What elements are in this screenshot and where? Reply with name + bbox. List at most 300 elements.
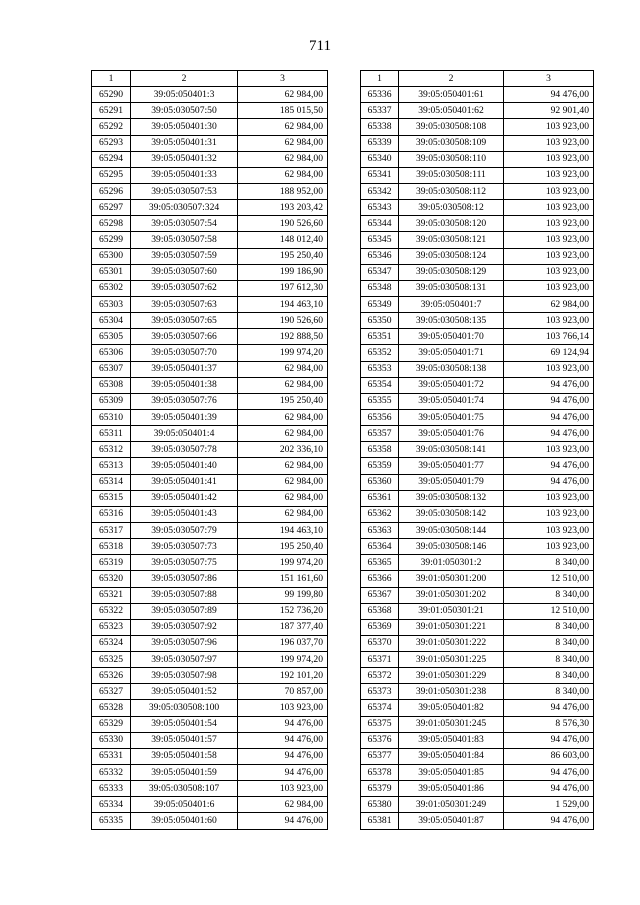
cell-value: 185 015,50 [238, 103, 328, 119]
table-row [92, 506, 328, 522]
table-row [92, 329, 328, 345]
cell-number: 65347 [361, 264, 399, 280]
cell-value: 103 923,00 [504, 167, 594, 183]
cell-number: 65317 [92, 522, 131, 538]
cell-number: 65327 [92, 684, 131, 700]
table-row [92, 232, 328, 248]
cell-number: 65333 [92, 781, 131, 797]
cell-number: 65365 [361, 555, 399, 571]
left-table [91, 70, 328, 830]
cell-number: 65314 [92, 474, 131, 490]
cell-value: 103 923,00 [238, 700, 328, 716]
cell-cadastral-number: 39:05:030507:79 [131, 522, 238, 538]
table-row [361, 296, 594, 312]
table-row [92, 490, 328, 506]
table-row [361, 183, 594, 199]
cell-cadastral-number: 39:05:030508:146 [399, 539, 504, 555]
table-row [361, 313, 594, 329]
cell-cadastral-number: 39:05:050401:57 [131, 732, 238, 748]
table-row [361, 216, 594, 232]
cell-cadastral-number: 39:05:050401:6 [131, 797, 238, 813]
cell-value: 103 923,00 [504, 151, 594, 167]
cell-cadastral-number: 39:05:050401:42 [131, 490, 238, 506]
column-header-number: 1 [92, 71, 131, 87]
cell-cadastral-number: 39:05:050401:41 [131, 474, 238, 490]
column-header-cadastral: 2 [131, 71, 238, 87]
cell-cadastral-number: 39:05:030508:141 [399, 442, 504, 458]
cell-number: 65344 [361, 216, 399, 232]
cell-value: 12 510,00 [504, 571, 594, 587]
cell-cadastral-number: 39:05:030508:142 [399, 506, 504, 522]
cell-cadastral-number: 39:05:030507:92 [131, 619, 238, 635]
cell-number: 65339 [361, 135, 399, 151]
cell-value: 12 510,00 [504, 603, 594, 619]
cell-value: 8 340,00 [504, 635, 594, 651]
table-row [361, 248, 594, 264]
cell-cadastral-number: 39:05:030508:138 [399, 361, 504, 377]
cell-number: 65345 [361, 232, 399, 248]
cell-number: 65329 [92, 716, 131, 732]
cell-cadastral-number: 39:01:050301:225 [399, 652, 504, 668]
cell-number: 65364 [361, 539, 399, 555]
cell-value: 197 612,30 [238, 280, 328, 296]
cell-value: 94 476,00 [238, 765, 328, 781]
table-row [361, 377, 594, 393]
cell-cadastral-number: 39:05:050401:83 [399, 732, 504, 748]
cell-cadastral-number: 39:05:050401:39 [131, 409, 238, 425]
table-row [92, 135, 328, 151]
cell-value: 69 124,94 [504, 345, 594, 361]
table-row [92, 409, 328, 425]
cell-value: 94 476,00 [238, 732, 328, 748]
table-row [361, 587, 594, 603]
cell-value: 94 476,00 [238, 813, 328, 829]
page-number: 711 [309, 38, 331, 54]
table-row [361, 555, 594, 571]
cell-cadastral-number: 39:05:030508:132 [399, 490, 504, 506]
cell-number: 65366 [361, 571, 399, 587]
table-row [361, 619, 594, 635]
cell-value: 103 923,00 [504, 216, 594, 232]
table-row [92, 813, 328, 829]
cell-cadastral-number: 39:01:050301:2 [399, 555, 504, 571]
cell-value: 190 526,60 [238, 313, 328, 329]
cell-value: 62 984,00 [238, 135, 328, 151]
cell-value: 62 984,00 [238, 119, 328, 135]
cell-cadastral-number: 39:05:030507:65 [131, 313, 238, 329]
cell-value: 187 377,40 [238, 619, 328, 635]
cell-value: 194 463,10 [238, 296, 328, 312]
cell-cadastral-number: 39:05:050401:82 [399, 700, 504, 716]
cell-value: 103 923,00 [504, 506, 594, 522]
cell-cadastral-number: 39:05:050401:75 [399, 409, 504, 425]
table-row [361, 797, 594, 813]
cell-number: 65372 [361, 668, 399, 684]
cell-number: 65378 [361, 765, 399, 781]
cell-number: 65356 [361, 409, 399, 425]
cell-cadastral-number: 39:05:050401:7 [399, 296, 504, 312]
table-row [92, 313, 328, 329]
cell-value: 190 526,60 [238, 216, 328, 232]
cell-cadastral-number: 39:05:030507:98 [131, 668, 238, 684]
cell-number: 65313 [92, 458, 131, 474]
cell-cadastral-number: 39:05:050401:77 [399, 458, 504, 474]
cell-value: 103 923,00 [504, 361, 594, 377]
table-row [361, 361, 594, 377]
cell-cadastral-number: 39:05:030507:86 [131, 571, 238, 587]
table-row [361, 409, 594, 425]
cell-number: 65322 [92, 603, 131, 619]
cell-cadastral-number: 39:05:030507:88 [131, 587, 238, 603]
cell-number: 65380 [361, 797, 399, 813]
cell-number: 65350 [361, 313, 399, 329]
right-table [360, 70, 594, 830]
cell-number: 65296 [92, 183, 131, 199]
cell-number: 65300 [92, 248, 131, 264]
table-row [92, 716, 328, 732]
cell-value: 94 476,00 [238, 748, 328, 764]
cell-number: 65334 [92, 797, 131, 813]
cell-value: 62 984,00 [238, 151, 328, 167]
cell-cadastral-number: 39:05:030507:53 [131, 183, 238, 199]
cell-cadastral-number: 39:05:030507:58 [131, 232, 238, 248]
cell-cadastral-number: 39:01:050301:200 [399, 571, 504, 587]
cell-value: 195 250,40 [238, 393, 328, 409]
cell-cadastral-number: 39:05:030508:131 [399, 280, 504, 296]
cell-value: 103 923,00 [504, 313, 594, 329]
cell-cadastral-number: 39:05:050401:33 [131, 167, 238, 183]
table-row [92, 652, 328, 668]
cell-value: 62 984,00 [238, 458, 328, 474]
cell-number: 65374 [361, 700, 399, 716]
cell-number: 65346 [361, 248, 399, 264]
table-row [361, 748, 594, 764]
table-row [92, 200, 328, 216]
cell-value: 199 974,20 [238, 652, 328, 668]
cell-number: 65368 [361, 603, 399, 619]
table-row [361, 280, 594, 296]
cell-cadastral-number: 39:01:050301:238 [399, 684, 504, 700]
cell-value: 148 012,40 [238, 232, 328, 248]
cell-cadastral-number: 39:05:050401:72 [399, 377, 504, 393]
cell-value: 62 984,00 [238, 87, 328, 103]
cell-number: 65341 [361, 167, 399, 183]
cell-number: 65324 [92, 635, 131, 651]
table-row [361, 345, 594, 361]
cell-value: 199 186,90 [238, 264, 328, 280]
cell-number: 65290 [92, 87, 131, 103]
cell-value: 192 888,50 [238, 329, 328, 345]
cell-number: 65325 [92, 652, 131, 668]
cell-value: 62 984,00 [238, 167, 328, 183]
table-row [92, 474, 328, 490]
cell-value: 152 736,20 [238, 603, 328, 619]
table-row [361, 474, 594, 490]
table-row [361, 393, 594, 409]
cell-cadastral-number: 39:05:050401:60 [131, 813, 238, 829]
cell-value: 103 923,00 [504, 248, 594, 264]
table-row [361, 539, 594, 555]
cell-cadastral-number: 39:05:050401:59 [131, 765, 238, 781]
cell-value: 195 250,40 [238, 248, 328, 264]
cell-cadastral-number: 39:05:030508:124 [399, 248, 504, 264]
cell-number: 65352 [361, 345, 399, 361]
cell-cadastral-number: 39:05:050401:76 [399, 426, 504, 442]
cell-number: 65361 [361, 490, 399, 506]
cell-value: 8 340,00 [504, 555, 594, 571]
cell-value: 8 340,00 [504, 684, 594, 700]
cell-cadastral-number: 39:05:030508:12 [399, 200, 504, 216]
cell-value: 94 476,00 [504, 765, 594, 781]
table-row [92, 458, 328, 474]
cell-number: 65295 [92, 167, 131, 183]
cell-cadastral-number: 39:05:030507:324 [131, 200, 238, 216]
cell-value: 8 340,00 [504, 652, 594, 668]
cell-number: 65299 [92, 232, 131, 248]
table-row [92, 183, 328, 199]
cell-cadastral-number: 39:01:050301:221 [399, 619, 504, 635]
cell-value: 94 476,00 [504, 426, 594, 442]
cell-cadastral-number: 39:05:050401:54 [131, 716, 238, 732]
cell-value: 103 923,00 [238, 781, 328, 797]
cell-number: 65371 [361, 652, 399, 668]
cell-number: 65297 [92, 200, 131, 216]
table-row [92, 216, 328, 232]
table-header-row [361, 71, 594, 87]
cell-cadastral-number: 39:05:030508:135 [399, 313, 504, 329]
cell-cadastral-number: 39:05:030508:110 [399, 151, 504, 167]
cell-cadastral-number: 39:01:050301:202 [399, 587, 504, 603]
cell-number: 65367 [361, 587, 399, 603]
table-row [92, 280, 328, 296]
table-row [361, 684, 594, 700]
table-row [361, 571, 594, 587]
cell-value: 192 101,20 [238, 668, 328, 684]
cell-number: 65307 [92, 361, 131, 377]
cell-number: 65354 [361, 377, 399, 393]
table-row [92, 119, 328, 135]
cell-value: 94 476,00 [504, 458, 594, 474]
cell-value: 103 923,00 [504, 539, 594, 555]
cell-number: 65332 [92, 765, 131, 781]
table-row [92, 393, 328, 409]
cell-cadastral-number: 39:05:030508:107 [131, 781, 238, 797]
cell-number: 65291 [92, 103, 131, 119]
cell-cadastral-number: 39:05:030507:66 [131, 329, 238, 345]
cell-cadastral-number: 39:05:030507:76 [131, 393, 238, 409]
cell-value: 99 199,80 [238, 587, 328, 603]
table-row [361, 700, 594, 716]
cell-number: 65355 [361, 393, 399, 409]
column-header-cadastral: 2 [399, 71, 504, 87]
cell-cadastral-number: 39:05:050401:32 [131, 151, 238, 167]
cell-number: 65293 [92, 135, 131, 151]
cell-cadastral-number: 39:05:050401:43 [131, 506, 238, 522]
table-row [361, 781, 594, 797]
table-row [92, 635, 328, 651]
cell-number: 65373 [361, 684, 399, 700]
cell-number: 65302 [92, 280, 131, 296]
cell-cadastral-number: 39:05:030507:70 [131, 345, 238, 361]
table-row [361, 329, 594, 345]
table-row [361, 151, 594, 167]
cell-number: 65318 [92, 539, 131, 555]
cell-value: 103 923,00 [504, 522, 594, 538]
cell-value: 188 952,00 [238, 183, 328, 199]
cell-number: 65375 [361, 716, 399, 732]
cell-cadastral-number: 39:05:050401:30 [131, 119, 238, 135]
table-header-row [92, 71, 328, 87]
cell-value: 195 250,40 [238, 539, 328, 555]
cell-number: 65336 [361, 87, 399, 103]
cell-cadastral-number: 39:05:050401:71 [399, 345, 504, 361]
cell-number: 65326 [92, 668, 131, 684]
cell-cadastral-number: 39:01:050301:21 [399, 603, 504, 619]
table-row [92, 87, 328, 103]
cell-value: 103 923,00 [504, 442, 594, 458]
cell-cadastral-number: 39:05:050401:84 [399, 748, 504, 764]
table-row [92, 377, 328, 393]
cell-cadastral-number: 39:05:050401:85 [399, 765, 504, 781]
cell-number: 65306 [92, 345, 131, 361]
cell-cadastral-number: 39:05:050401:61 [399, 87, 504, 103]
cell-cadastral-number: 39:05:050401:70 [399, 329, 504, 345]
table-row [92, 248, 328, 264]
table-row [361, 490, 594, 506]
cell-value: 94 476,00 [504, 409, 594, 425]
cell-value: 94 476,00 [504, 377, 594, 393]
cell-value: 103 923,00 [504, 183, 594, 199]
table-row [361, 167, 594, 183]
cell-cadastral-number: 39:01:050301:249 [399, 797, 504, 813]
cell-cadastral-number: 39:05:050401:38 [131, 377, 238, 393]
cell-value: 1 529,00 [504, 797, 594, 813]
cell-value: 103 923,00 [504, 264, 594, 280]
cell-number: 65294 [92, 151, 131, 167]
cell-cadastral-number: 39:05:030507:50 [131, 103, 238, 119]
table-row [361, 103, 594, 119]
cell-cadastral-number: 39:05:030508:129 [399, 264, 504, 280]
table-row [361, 603, 594, 619]
cell-number: 65321 [92, 587, 131, 603]
table-row [92, 571, 328, 587]
cell-value: 94 476,00 [504, 87, 594, 103]
table-row [92, 781, 328, 797]
table-row [92, 668, 328, 684]
cell-value: 94 476,00 [504, 700, 594, 716]
table-row [92, 732, 328, 748]
table-row [92, 587, 328, 603]
cell-cadastral-number: 39:05:050401:37 [131, 361, 238, 377]
cell-cadastral-number: 39:05:050401:58 [131, 748, 238, 764]
table-row [361, 119, 594, 135]
cell-number: 65362 [361, 506, 399, 522]
cell-number: 65363 [361, 522, 399, 538]
cell-cadastral-number: 39:05:030508:121 [399, 232, 504, 248]
table-row [92, 426, 328, 442]
cell-value: 62 984,00 [238, 409, 328, 425]
table-row [92, 700, 328, 716]
table-row [92, 619, 328, 635]
cell-number: 65349 [361, 296, 399, 312]
table-row [361, 442, 594, 458]
cell-cadastral-number: 39:05:030507:62 [131, 280, 238, 296]
table-row [92, 103, 328, 119]
cell-cadastral-number: 39:01:050301:245 [399, 716, 504, 732]
cell-number: 65379 [361, 781, 399, 797]
cell-number: 65330 [92, 732, 131, 748]
table-row [361, 668, 594, 684]
cell-number: 65312 [92, 442, 131, 458]
cell-number: 65319 [92, 555, 131, 571]
table-row [361, 458, 594, 474]
cell-number: 65335 [92, 813, 131, 829]
cell-cadastral-number: 39:05:030508:111 [399, 167, 504, 183]
cell-value: 8 340,00 [504, 619, 594, 635]
cell-cadastral-number: 39:05:030507:59 [131, 248, 238, 264]
table-row [92, 797, 328, 813]
cell-number: 65310 [92, 409, 131, 425]
column-header-number: 1 [361, 71, 399, 87]
cell-value: 92 901,40 [504, 103, 594, 119]
cell-number: 65358 [361, 442, 399, 458]
table-row [92, 539, 328, 555]
table-row [92, 151, 328, 167]
table-row [92, 442, 328, 458]
cell-value: 103 766,14 [504, 329, 594, 345]
cell-number: 65320 [92, 571, 131, 587]
cell-value: 94 476,00 [504, 813, 594, 829]
cell-number: 65292 [92, 119, 131, 135]
cell-cadastral-number: 39:05:030507:78 [131, 442, 238, 458]
cell-number: 65315 [92, 490, 131, 506]
cell-value: 94 476,00 [504, 781, 594, 797]
cell-number: 65309 [92, 393, 131, 409]
cell-number: 65331 [92, 748, 131, 764]
table-row [361, 232, 594, 248]
cell-cadastral-number: 39:05:050401:31 [131, 135, 238, 151]
cell-cadastral-number: 39:05:030507:63 [131, 296, 238, 312]
table-row [92, 765, 328, 781]
cell-value: 8 340,00 [504, 587, 594, 603]
cell-cadastral-number: 39:05:050401:74 [399, 393, 504, 409]
cell-cadastral-number: 39:05:030507:73 [131, 539, 238, 555]
table-row [361, 200, 594, 216]
table-row [361, 652, 594, 668]
cell-cadastral-number: 39:05:030507:75 [131, 555, 238, 571]
cell-number: 65342 [361, 183, 399, 199]
table-row [361, 765, 594, 781]
cell-cadastral-number: 39:05:030508:120 [399, 216, 504, 232]
table-row [361, 813, 594, 829]
cell-number: 65338 [361, 119, 399, 135]
cell-value: 62 984,00 [238, 797, 328, 813]
cell-number: 65337 [361, 103, 399, 119]
cell-value: 194 463,10 [238, 522, 328, 538]
cell-value: 199 974,20 [238, 345, 328, 361]
cell-cadastral-number: 39:05:030508:112 [399, 183, 504, 199]
cell-number: 65343 [361, 200, 399, 216]
table-row [361, 506, 594, 522]
cell-cadastral-number: 39:05:030508:100 [131, 700, 238, 716]
cell-value: 199 974,20 [238, 555, 328, 571]
cell-cadastral-number: 39:01:050301:229 [399, 668, 504, 684]
cell-number: 65359 [361, 458, 399, 474]
cell-number: 65377 [361, 748, 399, 764]
cell-cadastral-number: 39:05:050401:79 [399, 474, 504, 490]
cell-number: 65353 [361, 361, 399, 377]
table-row [92, 603, 328, 619]
